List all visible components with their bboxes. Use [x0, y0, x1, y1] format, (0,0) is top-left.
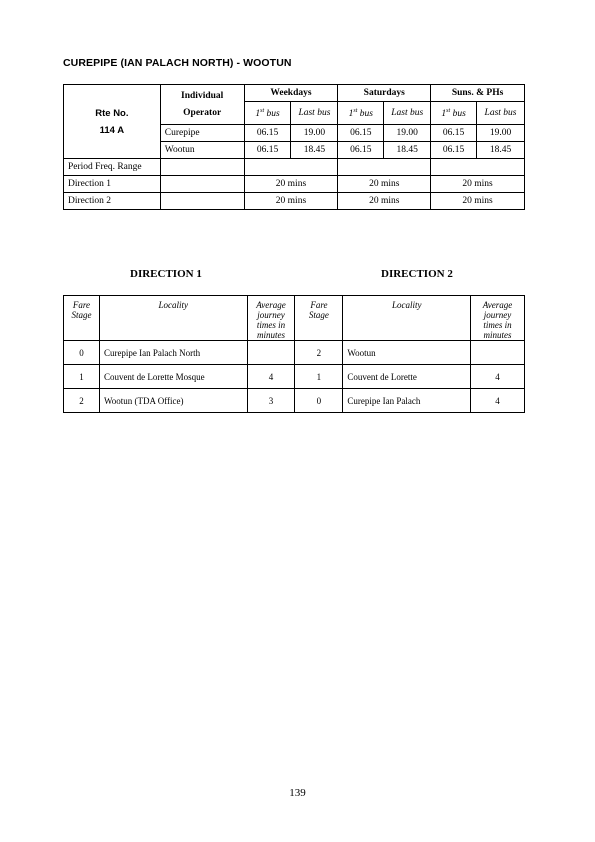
avg-h3: times in: [483, 320, 512, 330]
fare-stage: 0: [64, 341, 100, 365]
locality: Curepipe Ian Palach North: [99, 341, 247, 365]
avg-time-header: [471, 296, 525, 341]
table-row: [64, 365, 525, 389]
locality-header: Locality: [343, 296, 471, 341]
empty-cell: [160, 159, 244, 176]
fare-stage-h2: Stage: [71, 310, 92, 320]
fare-stage-header: [64, 296, 100, 341]
fare-stage-h1: Fare: [310, 300, 328, 310]
frequency-cell: 20 mins: [338, 176, 431, 193]
empty-cell: [160, 193, 244, 210]
route-number: [64, 85, 161, 159]
journey-time: 4: [471, 365, 525, 389]
direction-label: Direction 2: [64, 193, 161, 210]
journey-time: [247, 341, 295, 365]
frequency-cell: 20 mins: [244, 193, 338, 210]
fare-stage-h1: Fare: [72, 300, 91, 310]
period-label: Period Freq. Range: [64, 159, 161, 176]
fare-stage: 0: [295, 389, 343, 413]
direction-row: [64, 193, 525, 210]
time-cell: 06.15: [244, 125, 291, 142]
time-cell: 18.45: [291, 142, 338, 159]
saturdays-header: Saturdays: [338, 85, 431, 102]
empty-cell: [338, 159, 431, 176]
last-bus-header: Last bus: [291, 102, 338, 125]
time-cell: 18.45: [384, 142, 431, 159]
journey-time: 3: [247, 389, 295, 413]
first-bus-header: [431, 102, 477, 125]
journey-time: [471, 341, 525, 365]
first-bus-header: [244, 102, 291, 125]
avg-h4: minutes: [483, 330, 512, 340]
journey-time: 4: [471, 389, 525, 413]
locality-header: Locality: [99, 296, 247, 341]
time-cell: 18.45: [477, 142, 525, 159]
empty-cell: [431, 159, 525, 176]
time-cell: 06.15: [338, 125, 384, 142]
route-label: Rte No.: [95, 107, 129, 119]
time-cell: 06.15: [338, 142, 384, 159]
frequency-cell: 20 mins: [431, 176, 525, 193]
locality: Curepipe Ian Palach: [343, 389, 471, 413]
page-title: CUREPIPE (IAN PALACH NORTH) - WOOTUN: [63, 57, 292, 69]
avg-h3: times in: [256, 320, 286, 330]
empty-cell: [244, 159, 338, 176]
avg-h2: journey: [483, 310, 512, 320]
avg-h1: Average: [482, 300, 513, 310]
fare-stage: 1: [64, 365, 100, 389]
direction-1-header: DIRECTION 1: [130, 268, 202, 280]
time-cell: 06.15: [244, 142, 291, 159]
operator-line2: Operator: [183, 107, 222, 118]
avg-h2: journey: [257, 310, 285, 320]
terminal-name: Wootun: [160, 142, 244, 159]
page-number: 139: [289, 787, 306, 799]
operator-header: [160, 85, 244, 125]
first-bus-label: 1st bus: [441, 107, 466, 119]
table-row: [64, 389, 525, 413]
locality: Couvent de Lorette: [343, 365, 471, 389]
avg-h1: Average: [256, 300, 286, 310]
time-cell: 06.15: [431, 142, 477, 159]
frequency-cell: 20 mins: [338, 193, 431, 210]
route-id: 114 A: [99, 124, 125, 136]
weekdays-header: Weekdays: [244, 85, 338, 102]
fare-stage-header: [295, 296, 343, 341]
time-cell: 19.00: [384, 125, 431, 142]
first-bus-header: [338, 102, 384, 125]
time-cell: 06.15: [431, 125, 477, 142]
locality: Wootun: [343, 341, 471, 365]
fare-stage-table: [63, 295, 525, 413]
frequency-cell: 20 mins: [244, 176, 338, 193]
first-bus-label: 1st bus: [255, 107, 280, 119]
last-bus-header: Last bus: [477, 102, 525, 125]
fare-stage-h2: Stage: [308, 310, 329, 320]
avg-h4: minutes: [257, 330, 286, 340]
avg-time-header: [247, 296, 295, 341]
table-row: [64, 341, 525, 365]
operator-line1: Individual: [181, 90, 224, 101]
empty-cell: [160, 176, 244, 193]
fare-stage: 2: [64, 389, 100, 413]
locality: Wootun (TDA Office): [99, 389, 247, 413]
sundays-header: Suns. & PHs: [431, 85, 525, 102]
journey-time: 4: [247, 365, 295, 389]
terminal-name: Curepipe: [160, 125, 244, 142]
fare-header-row: [64, 296, 525, 341]
locality: Couvent de Lorette Mosque: [99, 365, 247, 389]
first-bus-label: 1st bus: [348, 107, 373, 119]
fare-stage: 2: [295, 341, 343, 365]
time-cell: 19.00: [477, 125, 525, 142]
direction-label: Direction 1: [64, 176, 161, 193]
direction-row: [64, 176, 525, 193]
fare-stage: 1: [295, 365, 343, 389]
time-cell: 19.00: [291, 125, 338, 142]
last-bus-header: Last bus: [384, 102, 431, 125]
direction-2-header: DIRECTION 2: [381, 268, 453, 280]
timetable: [63, 84, 525, 210]
period-row: [64, 159, 525, 176]
frequency-cell: 20 mins: [431, 193, 525, 210]
